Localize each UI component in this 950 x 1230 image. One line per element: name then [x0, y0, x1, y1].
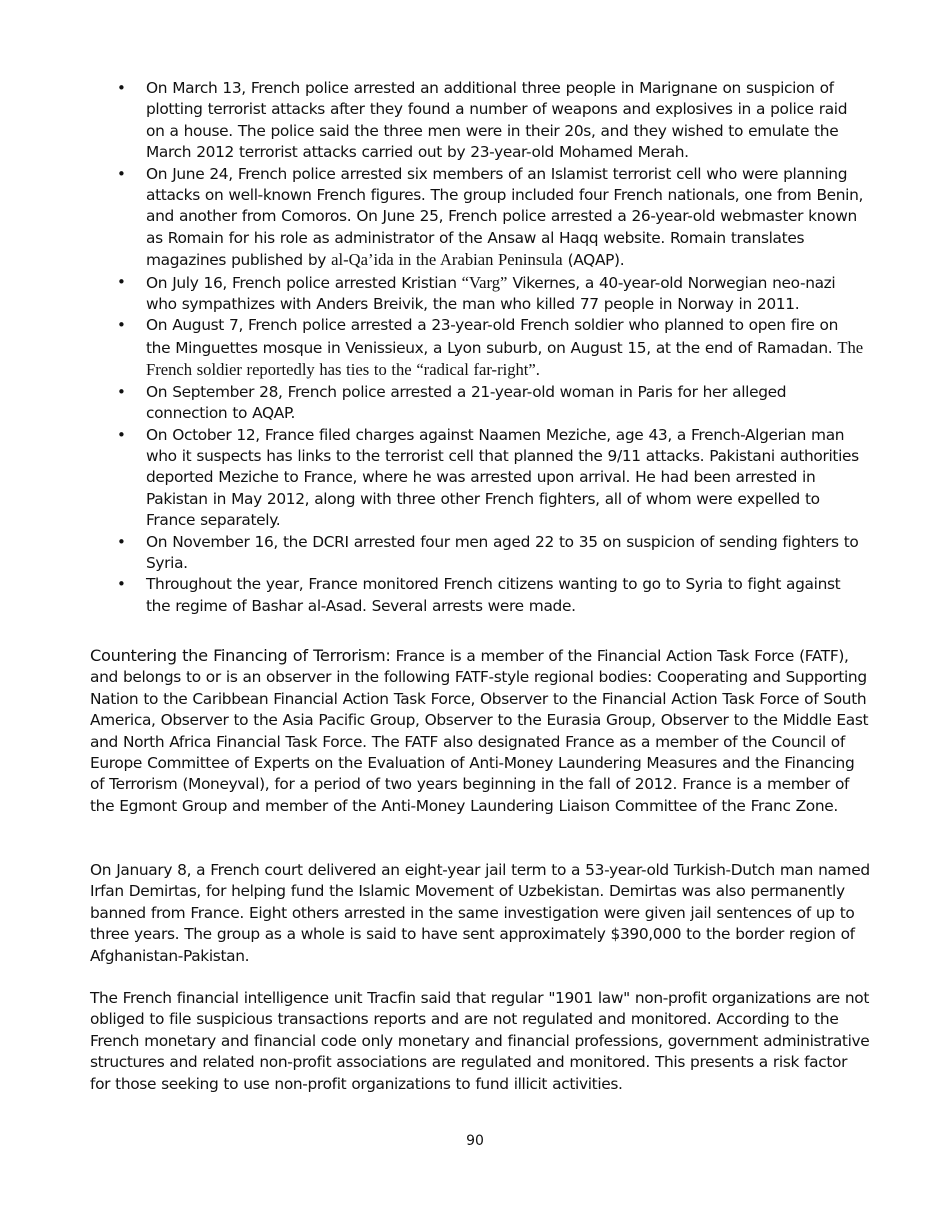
bullet-item — [90, 532, 865, 575]
bullet-serif-text: The French soldier reportedly has ties to the “radical far-right”. — [146, 337, 864, 380]
bullet-text: On November 16, the DCRI arrested four men aged 22 to 35 on suspicion of sending fighters to Syria. — [146, 532, 859, 572]
bullet-text-after: Vikernes, a 40-year-old Norwegian neo-nazi who sympathizes with Anders Breivik, the man who killed 77 people in Norway in 2011. — [146, 273, 836, 314]
bullet-text: On October 12, France filed charges against Naamen Meziche, age 43, a French-Algerian man who it suspects has links to the terrorist cell that planned the 9/11 attacks. Pakistani authorities deported Meziche to France, where he was arrested upon arrival. He had been arrested in Pakistan in May 2012, along with three other French fighters, all of whom were expelled to France separately. — [146, 425, 859, 530]
bullet-icon: • — [117, 532, 126, 551]
financing-heading: Countering the Financing of Terrorism: — [90, 646, 391, 665]
bullet-serif-text: al-Qa’ida in the Arabian Peninsula — [331, 250, 563, 270]
bullet-item — [90, 164, 865, 272]
bullet-item — [90, 315, 865, 381]
bullet-icon: • — [117, 425, 126, 444]
bullet-icon: • — [117, 79, 126, 97]
bullet-text: On June 24, French police arrested six members of an Islamist terrorist cell who were planning attacks on well-known French figures. The group included four French nationals, one from Benin, and another from Comoros. On June 25, French police arrested a 26-year-old webmaster known as Romain for his role as administrator of the Ansaw al Haqq website. Romain translates magazines published by — [146, 164, 864, 270]
bullet-icon: • — [117, 164, 126, 183]
demirtas-paragraph: On January 8, a French court delivered an eight-year jail term to a 53-year-old Turkish-Dutch man named Irfan Demirtas, for helping fund the Islamic Movement of Uzbekistan. Demirtas was also permanently banned from France. Eight others arrested in the same investigation were given jail sentences of up to three years. The group as a whole is said to have sent approximately $390,000 to the border region of Afghanistan-Pakistan. — [90, 861, 870, 965]
bullet-item — [90, 574, 865, 617]
bullet-icon: • — [117, 316, 126, 335]
tracfin-paragraph: The French financial intelligence unit Tracfin said that regular "1901 law" non-profit organizations are not obliged to file suspicious transactions reports and are not regulated and monitored. According to the French monetary and financial code only monetary and financial professions, government administrative structures and related non-profit associations are regulated and monitored. This presents a risk factor for those seeking to use non-profit organizations to fund illicit activities. — [90, 989, 870, 1093]
bullet-icon: • — [117, 272, 126, 291]
bullet-text-after: (AQAP). — [562, 251, 625, 270]
financing-paragraph — [90, 645, 870, 817]
bullet-item — [90, 382, 865, 425]
bullet-text: On August 7, French police arrested a 23-year-old French soldier who planned to open fire on the Minguettes mosque in Venissieux, a Lyon suburb, on August 15, at the end of Ramadan. — [146, 316, 838, 357]
bullet-serif-text: “Varg” — [461, 272, 508, 292]
bullet-text: On September 28, French police arrested a 21-year-old woman in Paris for her alleged connection to AQAP. — [146, 382, 787, 423]
bullet-icon: • — [117, 575, 126, 594]
bullet-icon: • — [117, 382, 126, 401]
financing-body: France is a member of the Financial Action Task Force (FATF), and belongs to or is an observer in the following FATF-style regional bodies: Cooperating and Supporting Nation to the Caribbean Financial Action Task Force, Observer to the Financial Action Task Force of South America, Observer to the Asia Pacific Group, Observer to the Eurasia Group, Observer to the Middle East and North Africa Financial Task Force. The FATF also designated France as a member of the Council of Europe Committee of Experts on the Evaluation of Anti-Money Laundering Measures and the Financing of Terrorism (Moneyval), for a period of two years beginning in the fall of 2012. France is a member of the Egmont Group and member of the Anti-Money Laundering Liaison Committee of the Franc Zone. — [90, 647, 869, 815]
bullet-text: On March 13, French police arrested an additional three people in Marignane on suspicion of plotting terrorist attacks after they found a number of weapons and explosives in a police raid on a house. The police said the three men were in their 20s, and they wished to emulate the March 2012 terrorist attacks carried out by 23-year-old Mohamed Merah. — [146, 79, 848, 162]
bullet-item — [90, 272, 865, 316]
arrests-bullet-list — [90, 78, 865, 617]
bullet-text: On July 16, French police arrested Kristian — [146, 273, 462, 292]
bullet-item — [90, 425, 865, 532]
bullet-text: Throughout the year, France monitored French citizens wanting to go to Syria to fight against the regime of Bashar al-Asad. Several arrests were made. — [146, 575, 841, 615]
bullet-item — [90, 78, 865, 164]
page-number: 90 — [466, 1133, 484, 1149]
